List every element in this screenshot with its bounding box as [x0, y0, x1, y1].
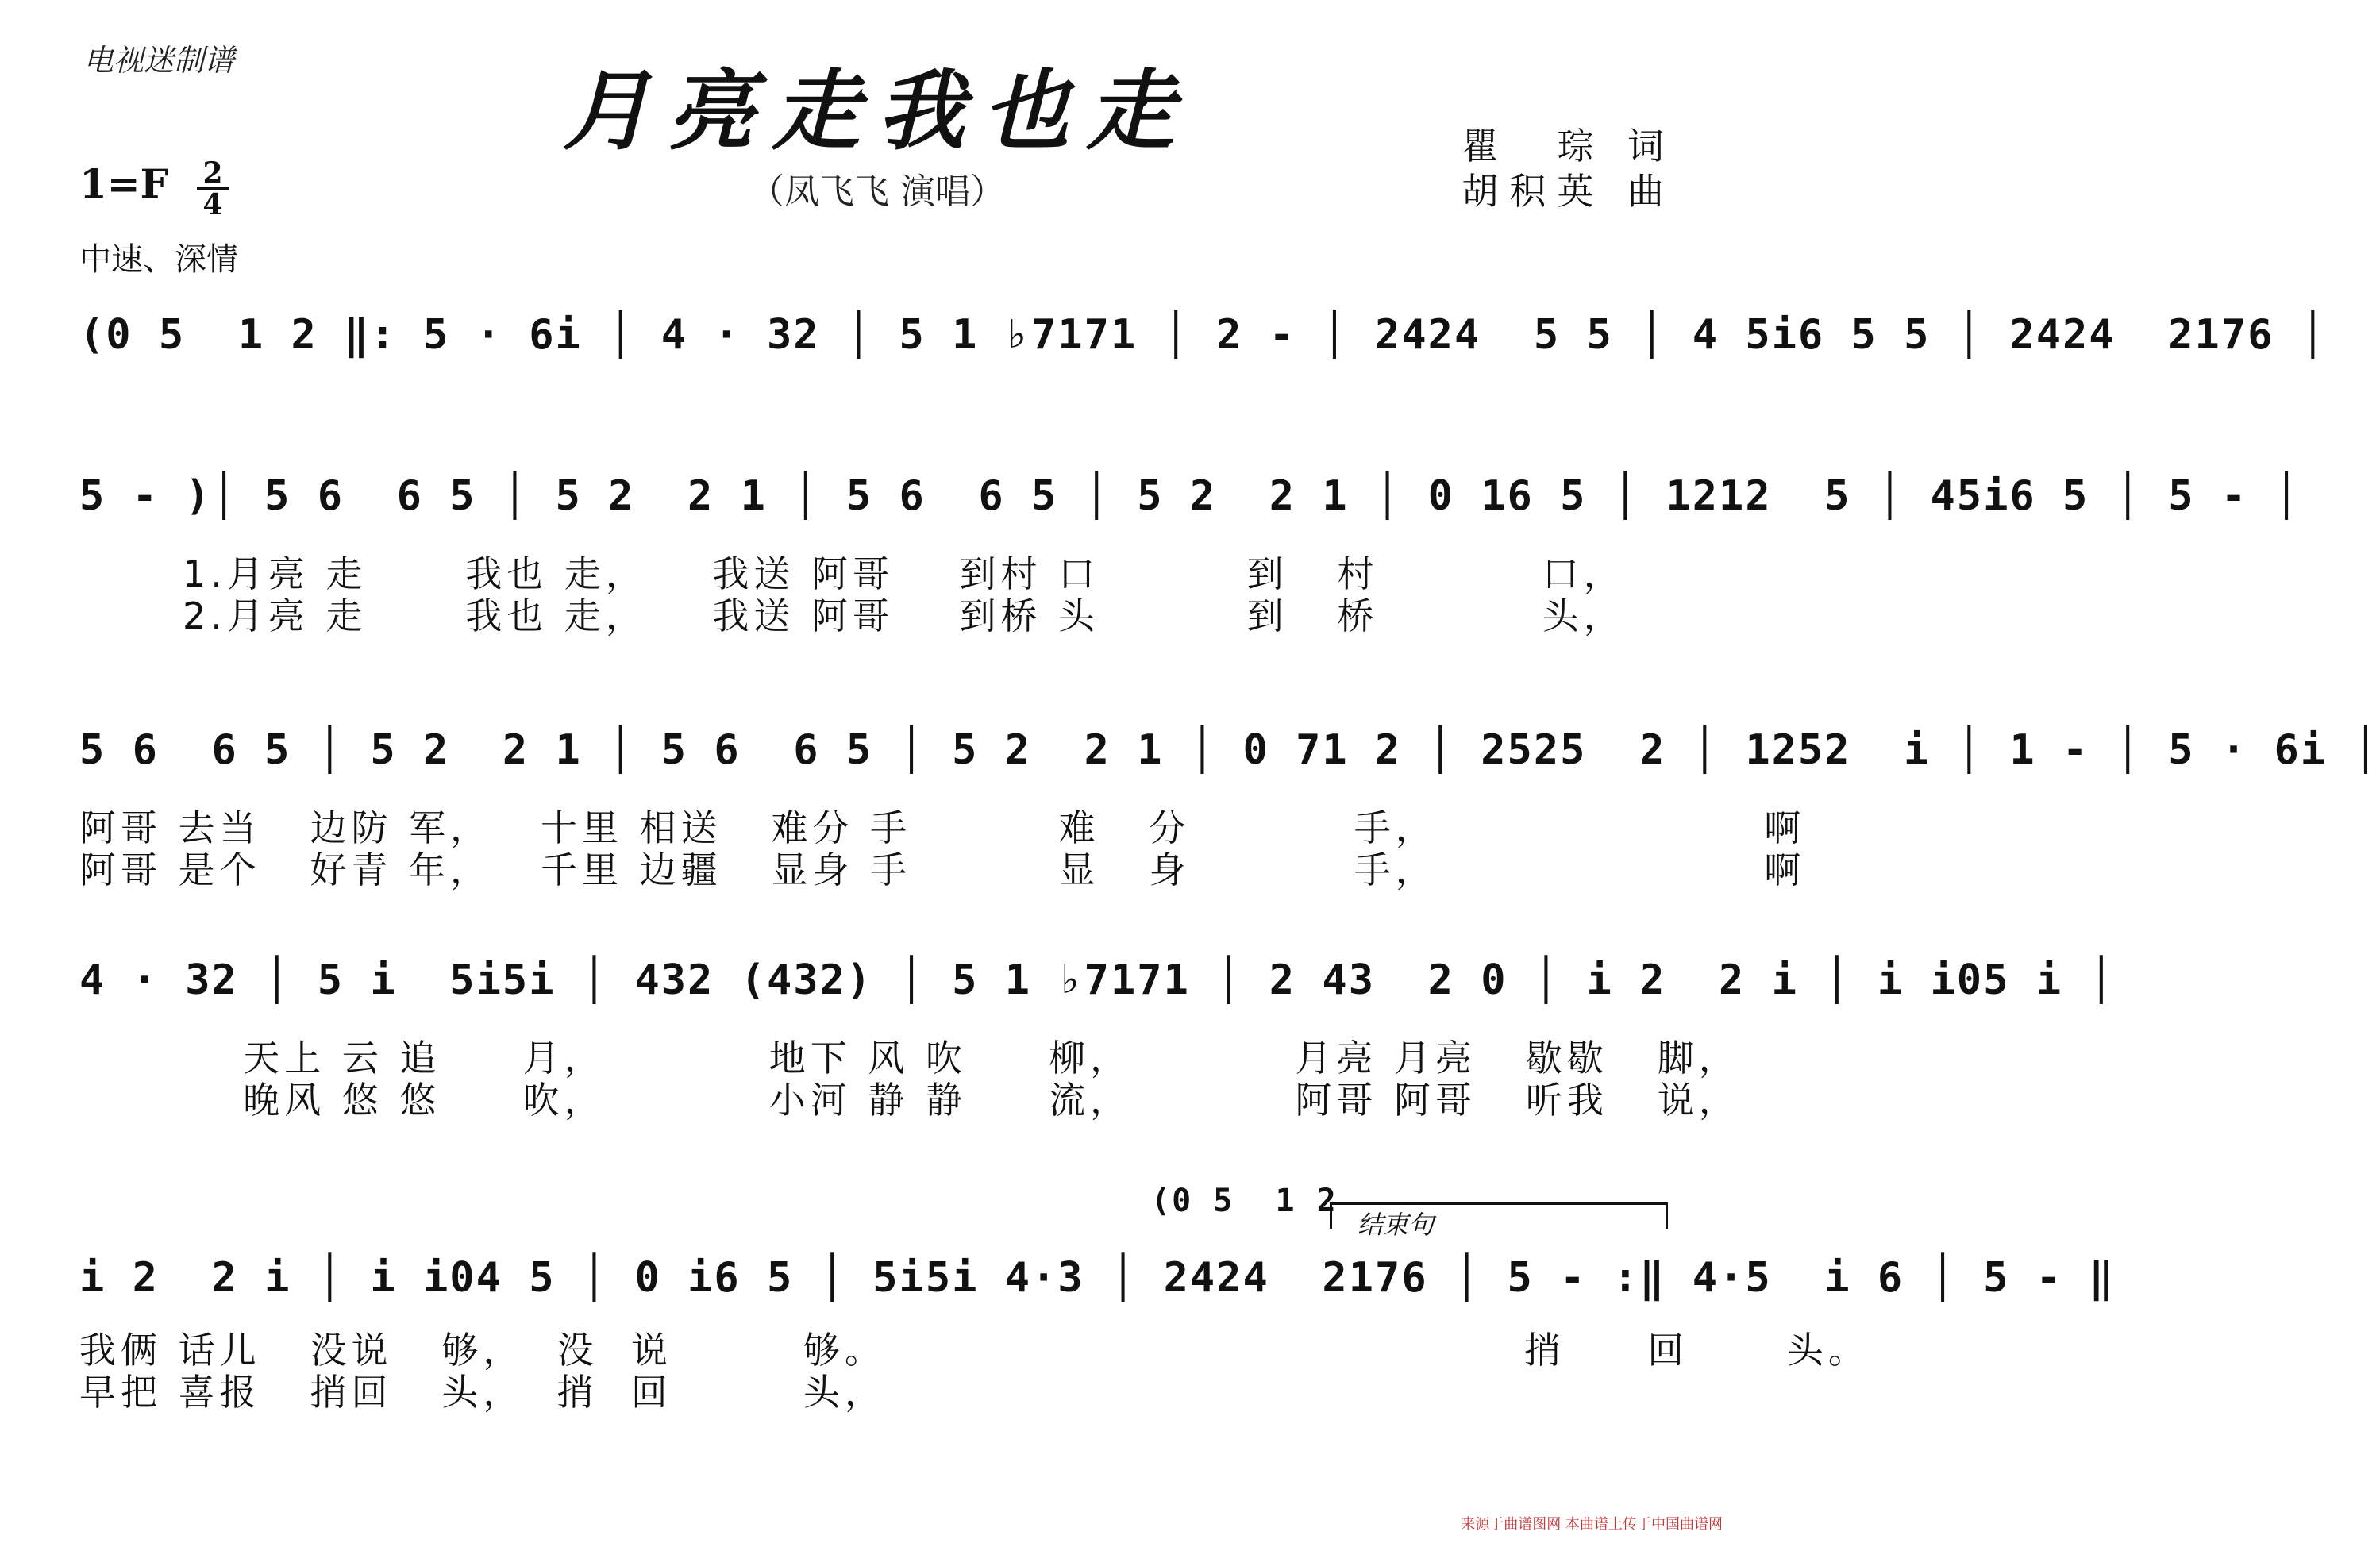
lyricist-credit: 瞿 琮 词: [1462, 125, 1675, 167]
lyrics-verse-1: 天上 云 追 月， 地下 风 吹 柳， 月亮 月亮 歇歇 脚，: [79, 1037, 1740, 1079]
key-signature: 1=F: [79, 160, 169, 207]
lyrics-verse-1: 1.月亮 走 我也 走， 我送 阿哥 到村 口 到 村 口，: [183, 552, 1625, 595]
ending-label: 结束句: [1358, 1210, 1435, 1240]
intro-prefix: (0 5 1 2: [1151, 1183, 1338, 1219]
lyrics-verse-2: 2.月亮 走 我也 走， 我送 阿哥 到桥 头 到 桥 头，: [183, 594, 1625, 637]
score-line-1: [79, 302, 2328, 389]
lyrics-verse-2: 晚风 悠 悠 吹， 小河 静 静 流， 阿哥 阿哥 听我 说，: [79, 1079, 1740, 1122]
watermark-text: 来源于曲谱图网 本曲谱上传于中国曲谱网: [1461, 1516, 1723, 1533]
notation: 5 - )│ 5 6 6 5 │ 5 2 2 1 │ 5 6 6 5 │ 5 2 2 1 │ 0 16 5 │ 1212 5 │ 45i6 5 │ 5 - │: [79, 472, 2301, 520]
time-signature: [197, 156, 229, 221]
singer-note: （凤飞飞 演唱）: [749, 171, 1005, 212]
notation: 5 6 6 5 │ 5 2 2 1 │ 5 6 6 5 │ 5 2 2 1 │ 0 71 2 │ 2525 2 │ 1252 i │ 1 - │ 5 · 6i │: [79, 726, 2380, 774]
score-line-4: [79, 956, 2116, 1131]
tempo-marking: 中速、深情: [79, 241, 238, 278]
score-line-5: [79, 1183, 2116, 1421]
ending-bracket: [1330, 1202, 1668, 1229]
meter-top: 2: [197, 159, 229, 190]
lyrics-verse-1: 阿哥 去当 边防 军， 十里 相送 难分 手 难 分 手， 啊: [79, 806, 1806, 849]
meter-bottom: 4: [202, 188, 223, 221]
score-line-3: [79, 726, 2380, 901]
notation: 4 · 32 │ 5 i 5i5i │ 432 (432) │ 5 1 ♭7171 │ 2 43 2 0 │ i 2 2 i │ i i05 i │: [79, 956, 2116, 1004]
lyrics-verse-2: 早把 喜报 捎回 头， 捎 回 头，: [79, 1371, 886, 1414]
notation: i 2 2 i │ i i04 5 │ 0 i6 5 │ 5i5i 4·3 │ 2424 2176 │ 5 - :‖ 4·5 i 6 │ 5 - ‖: [79, 1254, 2116, 1302]
composer-credit: 胡积英 曲: [1462, 170, 1675, 213]
notation: (0 5 1 2 ‖: 5 · 6i │ 4 · 32 │ 5 1 ♭7171 │ 2 - │ 2424 5 5 │ 4 5i6 5 5 │ 2424 2176 │: [79, 311, 2328, 359]
song-title: 月亮走我也走: [563, 60, 1192, 162]
score-line-2: [79, 472, 2301, 647]
arranger-credit: 电视迷制谱: [83, 43, 235, 78]
lyrics-verse-1: 我俩 话儿 没说 够， 没 说 够。 捎 回 头。: [79, 1329, 1870, 1372]
lyrics-verse-2: 阿哥 是个 好青 年， 千里 边疆 显身 手 显 身 手， 啊: [79, 848, 1806, 891]
